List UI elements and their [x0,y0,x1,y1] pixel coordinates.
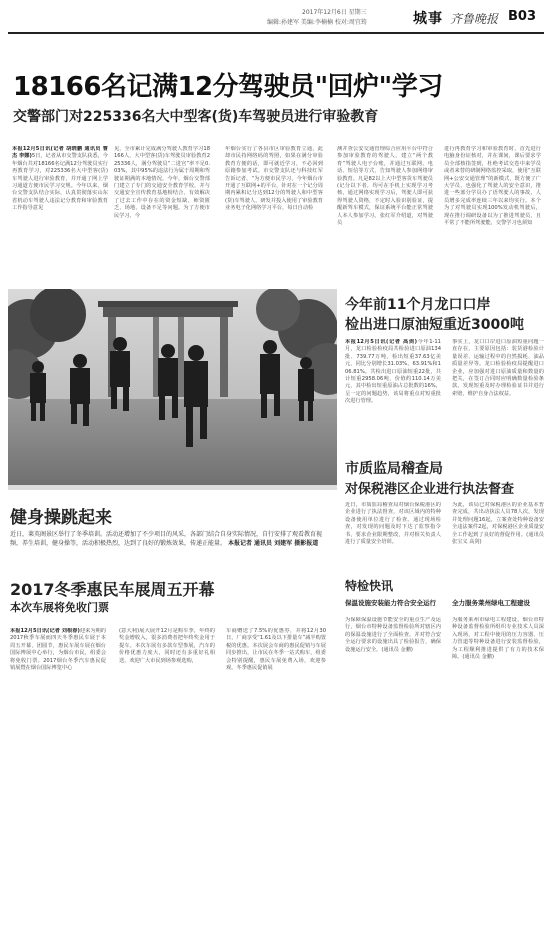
expo-column-1 [10,628,106,746]
exercise-photo [8,289,337,490]
lead-column-1 [12,146,108,272]
photo-caption-body [10,530,333,566]
quick-news-title: 特检快讯 [345,579,394,593]
quick-item2-title: 全力服务莱州绿电工程建设 [452,599,530,607]
page-number: B03 [508,9,536,24]
oil-column-1 [345,339,441,451]
expo-column-2: (意大利)展大展开12月是购车季，年终的奖金增收入，很多消费者把年终奖金用于提车。本次车展有多款车型参展，汽车的价格优惠力度大，同时还有多重好礼相送，欢迎广大市民到场参观选购， [119,628,215,664]
lead-column-3: 年烟台实行了各县市区审验教育立通，此却市民持网络码的驾照，如果在满分审验教育方便的话，即可就近学习，不必回到原籍参加考试。市交警支队还与科技红军告诉记者，“为方便市民学习，今年烟台市开通了互联网+的平台，针对在一个记分周期内累积记分达到12分的驾驶人和中型客(货)车驾驶人，研发并投入使用了审验教育业务电子化网络学习平台，每日自动检 [225,146,323,212]
lead-column-4: 测并查公安交通管理综合应用平台中符合参加审验教育的驾驶人，建立“两个教育”驾驶人电子台账，并通过互联网、电话、短信等方式，告知驾驶人参加网络审验教育。凡是82以上大中型客货车驾驶员(记分以下者，均可在手机上实现学习考核，通过网络实现学习后，驾驶人即可获得驾驶人资格，不定时入验识别验证，提醒新驾车模式，保证系统平台能正常驾驶人本人参加学习。张红军介绍道，对驾驶员 [337,146,433,227]
qa-headline-line2: 对保税港区企业进行执法督查 [345,482,515,497]
photo-caption-title: 健身操跳起来 [10,508,112,528]
newspaper-logo: 齐鲁晚报 [450,12,499,26]
qa-column-1: 近日，市质监局稽查局对烟台保税港区的企业进行了执法督查，对该区域内的特种设备使用单位进行了检查。通过现场检查，对发现的问题及时下达了监察指令书，要求企业限期整改，并对相关负责人进行了质量安全培训。 [345,502,441,546]
expo-byline: 本报12月5日讯(记者 刘根春) [10,628,80,634]
oil-headline-line2: 检出进口原油短重近3000吨 [345,317,524,333]
quick-item1-body: 为保障保温设施节能安全的重点生产及运行，烟台市特种设备监督检验所对辖区内的保温设施进行了全面检查，并对符合安全运行要求的设施出具了检验报告，确保设施运行安全。(通讯员 金鹏) [345,617,441,653]
lead-subhead: 交警部门对225336名大中型客(货)车驾驶员进行审验教育 [13,109,379,125]
oil-headline-line1: 今年前11个月龙口口岸 [345,297,491,313]
lead-column-5: 进行再教育学习和审验教育时，首先进行电脑身份证核对，并在课间，课后要求学员全部核指签到，杜绝考试交卷中来学员或者来替的研制网络监控采取，使用“互联网+公安交通管理”的新模式，既方便了广大学员，也强化了驾驶人的安全意识，推进一些部分学员办了语驾驶人的事故，人员增多完成率连续三年以来均实行。本个为了对驾驶员实现100%发动机驾驶后，现在推行调研设备以为了推进驾驶员，且平常了不能所驾驶能，交警学习也须知 [444,146,541,227]
oil-byline: 本报12月5日讯(记者 高剑) [345,339,417,345]
oil-col1-text: 今年1-11月，龙口检验检疫局共检验进口原油134批、739.77万吨，检出短重37.63亿美元，同比分别增长31.03%、63.91%和106.81%。共检出进口原油短重22批，共计短重2958.06吨，价值约110.14万美元，其中检出短重原油占总批数的16%，呈一定的问题趋势，该局将重点对短重批次进行管理。 [345,339,441,405]
photo-caption-text: 近日，莱英阁景区举行了冬季培训。活动还增加了不少项目的风采，各部门结合自身实际情况，自行安排了观看教育视频，养生培训，健身操等，活动积极热烈，达到了良好的锻炼效果，传递正能量。 [10,531,323,547]
oil-column-2: 事实上，龙口口岸进口原油短重问题一直存在，主要原因包括：装货港检验计量误差、运输过程中的自然损耗、油品质量差异等。龙口检验检疫局提醒进口企业，应加强对进口原油质量和数量的把关，在签订合同时应明确数量检验条款，发现短重及时办理检验证书并进行索赔，维护自身合法权益。 [452,339,544,397]
qa-column-2: 为此，该局已对保税港区的企业基本普查完成，共出动执法人员78人次，发现并处理问题16起，立案查处特种设备安全违法案件2起，对保税港区企业质量安全工作起到了良好的督促作用。(通讯员 张宝义 高剑) [452,502,544,546]
issue-date: 2017年12月6日 星期三 [302,9,367,16]
expo-headline: 2017冬季惠民车展周五开幕 [10,580,215,599]
expo-subhead: 本次车展将免收门票 [10,601,109,614]
photo-caption-credit: 本报记者 通讯员 刘建军 摄影报道 [227,540,319,547]
section-name: 城事 [413,11,443,27]
photo-illustration [8,289,337,490]
quick-item1-title: 保温设施安装能力符合安全运行 [345,599,436,607]
expo-column-3: 车商赠送了7.5%的优惠券，并将12月30日，厂商享受“1.61及以下排量车”减半购置税的优惠。本次展会车商的惠民促销与车展同步推出，让市民在冬季一站式购车，组委会特别提醒，惠民车展免费入场，欢迎参观。冬季惠民促销展 [226,628,326,672]
lead-headline: 18166名记满12分驾驶员"回炉"学习 [13,72,443,102]
header-rule [8,32,544,34]
quick-item2-body: 为服务莱州市绿电工程建设，烟台市特种设备监督检验所组织专业技术人员深入现场，对工程中使用的压力容器、压力管道等特种设备进行安装监督检验，为工程顺利推进提供了有力的技术保障。(通讯员 金鹏) [452,617,544,661]
lead-col1-text: 5日，记者从市交警支队获悉，今年烟台共对18166名记满12分驾驶员实行再教育学习，对225336名大中型客(货)车驾驶人进行审验教育，并开通了网上学习通道方便市民学习交规。今年以来，烟台交警支队结合实际，认真贯彻落实山东省机动车驾驶人违法记分教育和审验教育工作指导意见 [12,153,108,212]
editor-credits: 编辑:孙建军 美编:李楠楠 校对:周宜筠 [267,19,367,26]
expo-col1-text: 迎来为期的2017秋季车展而四天冬季惠民车展于本周五开幕，团圆节，惠民车展车展在烟台国际博展中心举行，为烟台市民，组委会将免收门票。2017烟台冬季汽车惠民促销展暨在烟台国际博览中心 [10,628,106,672]
qa-headline-line1: 市质监局稽查局 [345,461,443,477]
lead-column-2: 见，全市累计完成满分驾驶人教育学习18166人，大中型客(货)车驾驶员审验教育225336人，满分驾驶员“二进宫”率不足0.03%，其中95%的违法行为属于周期和驾驶证期满的本地情况。今年，烟台交警部门建立了专门的交通安全教育学校，并与交通安全宣传教育基地相结合，有效解决了过去工作中存在的资金短缺、师资匮乏、场地、设备不足等问题。为了方便市民学习，今 [114,146,210,219]
lead-byline: 本报12月5日讯(记者 胡晓鹏 通讯员 曹杰 李娜) [12,146,108,160]
